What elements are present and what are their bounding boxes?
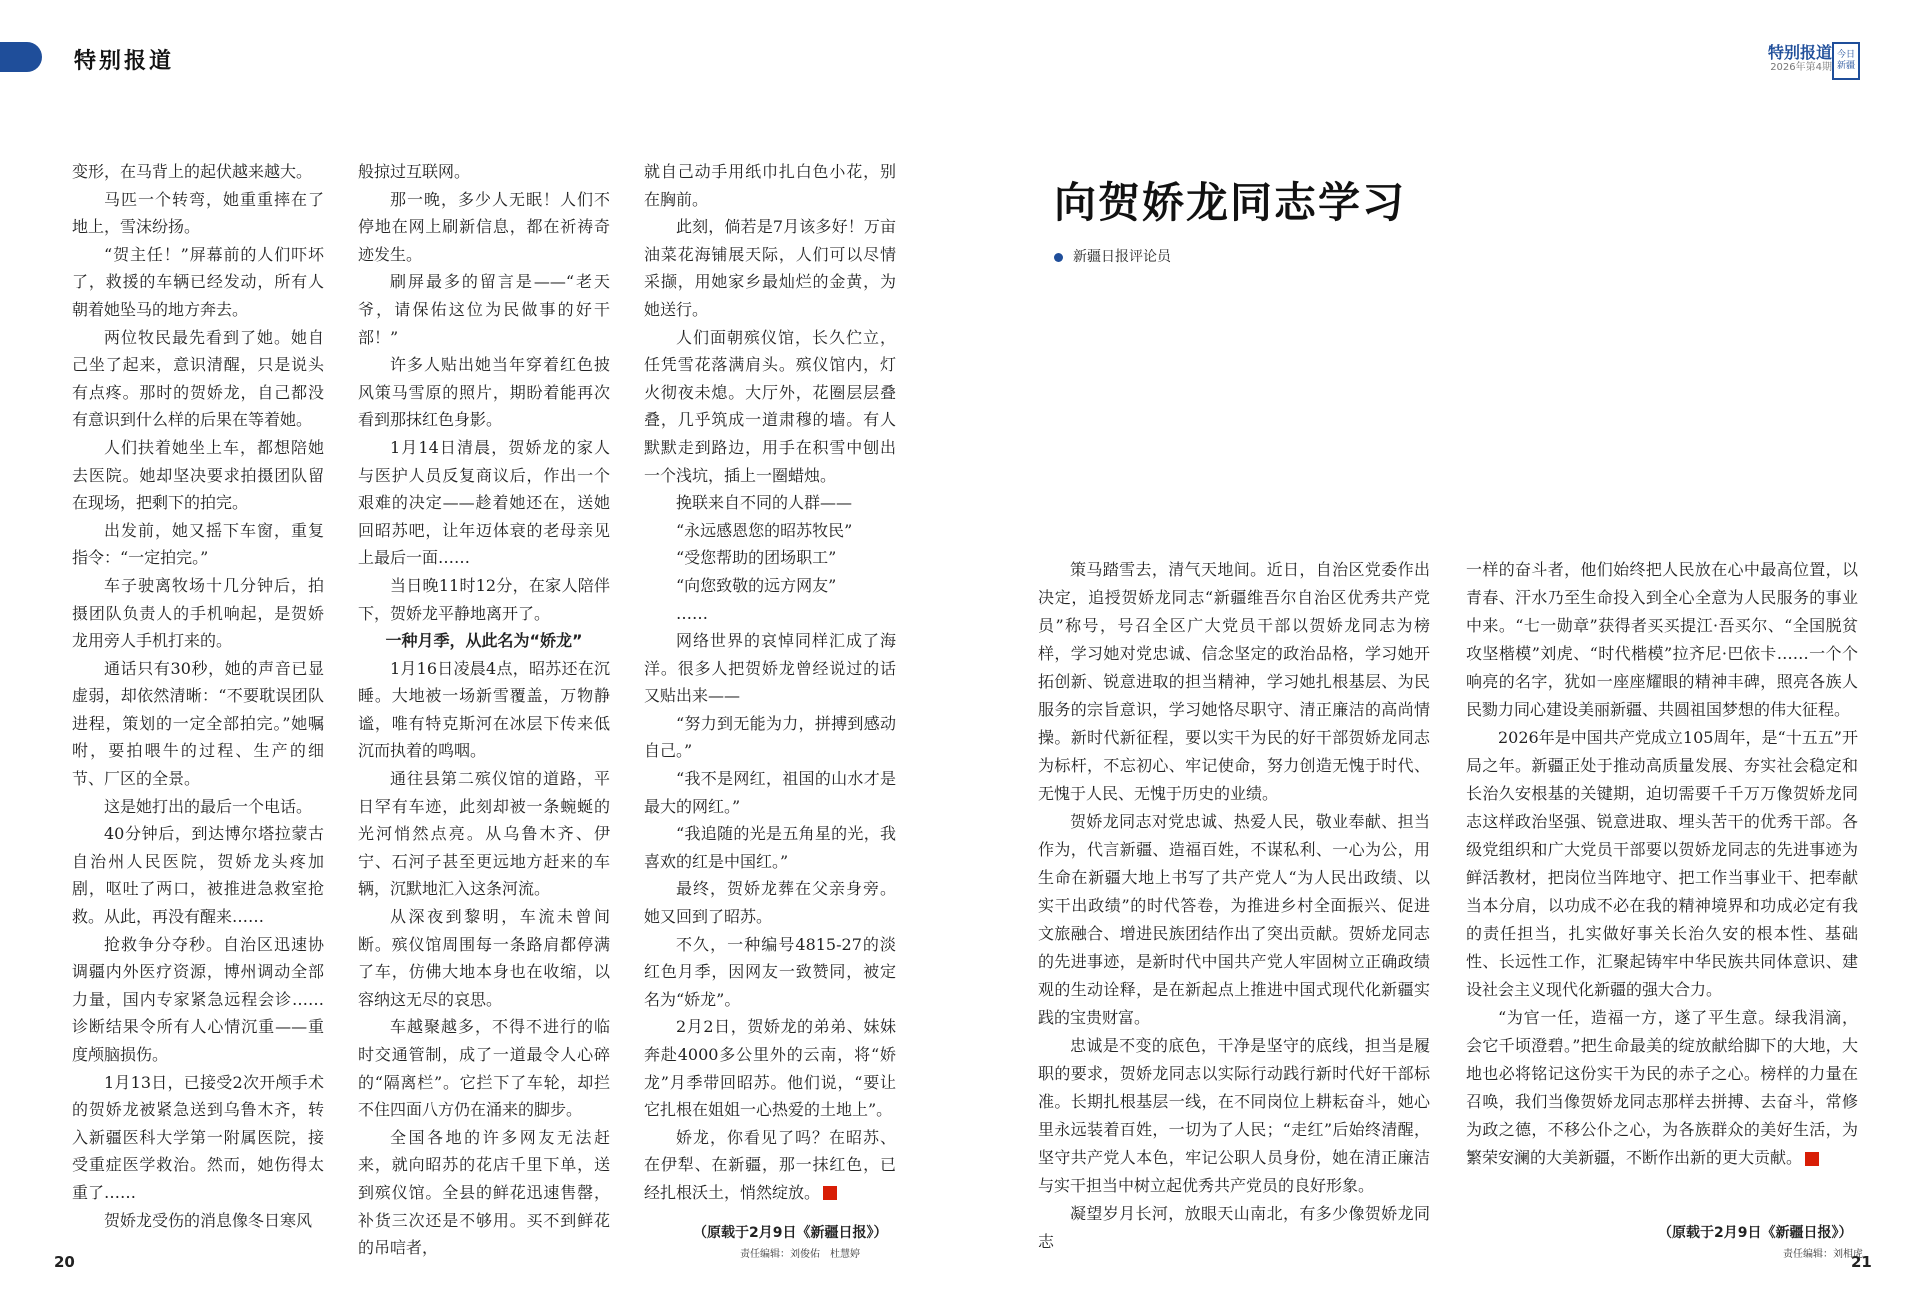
- paragraph: 般掠过互联网。: [358, 162, 471, 181]
- left-source: （原载于2月9日《新疆日报》）: [693, 1225, 888, 1241]
- byline: [1054, 246, 1171, 266]
- page-number-right: 21: [1851, 1253, 1872, 1271]
- paragraph: 1月13日，已接受2次开颅手术的贺娇龙被紧急送到乌鲁木齐，转入新疆医科大学第一附属医院，接受重症医学救治。然而，她伤得太重了……: [72, 1072, 324, 1202]
- paragraph: 马匹一个转弯，她重重摔在了地上，雪沫纷扬。: [72, 189, 324, 237]
- paragraph: 刷屏最多的留言是——“老天爷，请保佑这位为民做事的好干部！”: [358, 272, 610, 347]
- article-title: 向贺娇龙同志学习: [1054, 178, 1407, 227]
- paragraph: 那一晚，多少人无眠！人们不停地在网上刷新信息，都在祈祷奇迹发生。: [358, 189, 610, 264]
- paragraph: 当日晚11时12分，在家人陪伴下，贺娇龙平静地离开了。: [358, 575, 610, 623]
- paragraph: 网络世界的哀悼同样汇成了海洋。很多人把贺娇龙曾经说过的话又贴出来——: [644, 631, 896, 706]
- paragraph: “努力到无能为力，拼搏到感动自己。”: [644, 713, 896, 761]
- paragraph: 人们扶着她坐上车，都想陪她去医院。她却坚决要求拍摄团队留在现场，把剩下的拍完。: [72, 437, 324, 513]
- left-column-1: [72, 158, 324, 1234]
- end-mark-icon: [1805, 1152, 1819, 1166]
- paragraph: 凝望岁月长河，放眼天山南北，有多少像贺娇龙同志: [1038, 1204, 1430, 1251]
- paragraph: 车子驶离牧场十几分钟后，拍摄团队负责人的手机响起，是贺娇龙用旁人手机打来的。: [72, 575, 324, 651]
- paragraph: 1月16日凌晨4点，昭苏还在沉睡。大地被一场新雪覆盖，万物静谧，唯有特克斯河在冰层下传来低沉而执着的鸣咽。: [358, 658, 610, 761]
- paragraph: 此刻，倘若是7月该多好！万亩油菜花海铺展天际，人们可以尽情采撷，用她家乡最灿烂的金黄，为她送行。: [644, 217, 896, 319]
- paragraph: 最终，贺娇龙葬在父亲身旁。她又回到了昭苏。: [644, 879, 896, 927]
- byline-text: 新疆日报评论员: [1073, 249, 1171, 265]
- section-header-right: [1768, 44, 1832, 74]
- paragraph: 40分钟后，到达博尔塔拉蒙古自治州人民医院，贺娇龙头疼加剧，呕吐了两口，被推进急救室抢救。从此，再没有醒来……: [72, 824, 324, 927]
- paragraph: 2026年是中国共产党成立105周年，是“十五五”开局之年。新疆正处于推动高质量发展、夯实社会稳定和长治久安根基的关键期，迫切需要千千万万像贺娇龙同志这样政治坚强、锐意进取、埋头苦干的优秀干部。各级党组织和广大党员干部要以贺娇龙同志的先进事迹为鲜活教材，把岗位当阵地守、把工作当事业干、把奉献当本分肩，以功成不必在我的精神境界和功成必定有我的责任担当，扎实做好事关长治久安的根本性、基础性、长远性工作，汇聚起铸牢中华民族共同体意识、建设社会主义现代化新疆的强大合力。: [1466, 728, 1858, 999]
- end-mark-icon: [823, 1186, 837, 1200]
- paragraph: 许多人贴出她当年穿着红色披风策马雪原的照片，期盼着能再次看到那抹红色身影。: [358, 355, 610, 430]
- paragraph: “贺主任！”屏幕前的人们吓坏了，救援的车辆已经发动，所有人朝着她坠马的地方奔去。: [72, 244, 324, 319]
- paragraph: 车越聚越多，不得不进行的临时交通管制，成了一道最令人心碎的“隔离栏”。它拦下了车轮，却拦不住四面八方仍在涌来的脚步。: [358, 1017, 610, 1120]
- paragraph: 就自己动手用纸巾扎白色小花，别在胸前。: [644, 162, 896, 209]
- magazine-logo: [1832, 42, 1860, 80]
- paragraph: 贺娇龙受伤的消息像冬日寒风: [104, 1210, 313, 1230]
- paragraph: “向您致敬的远方网友”: [676, 575, 837, 595]
- paragraph: 全国各地的许多网友无法赶来，就向昭苏的花店千里下单，送到殡仪馆。全县的鲜花迅速售罄，补货三次还是不够用。买不到鲜花的吊唁者，: [358, 1127, 610, 1258]
- section-title-right: 特别报道: [1767, 43, 1832, 62]
- paragraph: 2月2日，贺娇龙的弟弟、妹妹奔赴4000多公里外的云南，将“娇龙”月季带回昭苏。他们说，“要让它扎根在姐姐一心热爱的土地上”。: [644, 1017, 896, 1120]
- right-editor: 责任编辑：刘相虎: [1783, 1249, 1863, 1260]
- header-tab-decoration: [0, 42, 42, 72]
- paragraph: 出发前，她又摇下车窗，重复指令：“一定拍完。”: [72, 520, 324, 568]
- right-column-2: [1466, 556, 1858, 1172]
- paragraph: “我追随的光是五角星的光，我喜欢的红是中国红。”: [644, 824, 896, 871]
- bullet-dot-icon: [1054, 253, 1063, 262]
- paragraph: 从深夜到黎明，车流未曾间断。殡仪馆周围每一条路肩都停满了车，仿佛大地本身也在收缩，以容纳这无尽的哀思。: [358, 907, 610, 1009]
- issue-label: 2026年第4期: [1770, 62, 1832, 73]
- paragraph: 贺娇龙同志对党忠诚、热爱人民，敬业奉献、担当作为，代言新疆、造福百姓，不谋私利、一心为公，用生命在新疆大地上书写了共产党人“为人民出政绩、以实干出政绩”的时代答卷，为推进乡村全面振兴、促进文旅融合、增进民族团结作出了突出贡献。贺娇龙同志的先进事迹，是新时代中国共产党人牢固树立正确政绩观的生动诠释，是在新起点上推进中国式现代化新疆实践的宝贵财富。: [1038, 812, 1430, 1027]
- paragraph: “我不是网红，祖国的山水才是最大的网红。”: [644, 769, 896, 816]
- paragraph: “永远感恩您的昭苏牧民”: [676, 520, 853, 540]
- paragraph: “受您帮助的团场职工”: [676, 548, 837, 568]
- paragraph: 娇龙，你看见了吗？在昭苏、在伊犁、在新疆，那一抹红色，已经扎根沃土，悄然绽放。: [644, 1127, 896, 1202]
- paragraph: 忠诚是不变的底色，干净是坚守的底线，担当是履职的要求，贺娇龙同志以实际行动践行新时代好干部标准。长期扎根基层一线，在不同岗位上耕耘奋斗，她心里永远装着百姓，一切为了人民；“走红”后始终清醒，坚守共产党人本色，牢记公职人员身份，她在清正廉洁与实干担当中树立起优秀共产党员的良好形象。: [1038, 1036, 1430, 1195]
- right-source: （原载于2月9日《新疆日报》）: [1658, 1225, 1853, 1241]
- paragraph: 一样的奋斗者，他们始终把人民放在心中最高位置，以青春、汗水乃至生命投入到全心全意为人民服务的事业中来。“七一勋章”获得者买买提江·吾买尔、“全国脱贫攻坚楷模”刘虎、“时代楷模”拉齐尼·巴依卡……一个个响亮的名字，犹如一座座耀眼的精神丰碑，照亮各族人民勠力同心建设美丽新疆、共圆祖国梦想的伟大征程。: [1466, 560, 1858, 719]
- paragraph: 通话只有30秒，她的声音已显虚弱，却依然清晰：“不要耽误团队进程，策划的一定全部拍完。”她嘱咐，要拍喂牛的过程、生产的细节、厂区的全景。: [72, 658, 324, 789]
- paragraph: 策马踏雪去，清气天地间。近日，自治区党委作出决定，追授贺娇龙同志“新疆维吾尔自治区优秀共产党员”称号，号召全区广大党员干部以贺娇龙同志为榜样，学习她对党忠诚、信念坚定的政治品格，学习她开拓创新、锐意进取的担当精神，学习她扎根基层、为民服务的宗旨意识，学习她恪尽职守、清正廉洁的高尚情操。新时代新征程，要以实干为民的好干部贺娇龙同志为标杆，不忘初心、牢记使命，努力创造无愧于时代、无愧于人民、无愧于历史的业绩。: [1038, 560, 1430, 803]
- magazine-logo-text: 今日新疆: [1836, 50, 1855, 71]
- paragraph: 1月14日清晨，贺娇龙的家人与医护人员反复商议后，作出一个艰难的决定——趁着她还在，送她回昭苏吧，让年迈体衰的老母亲见上最后一面……: [358, 437, 610, 568]
- page-number-left: 20: [54, 1253, 75, 1271]
- paragraph: 人们面朝殡仪馆，长久伫立，任凭雪花落满肩头。殡仪馆内，灯火彻夜未熄。大厅外，花圈层层叠叠，几乎筑成一道肃穆的墙。有人默默走到路边，用手在积雪中刨出一个浅坑，插上一圈蜡烛。: [644, 327, 896, 485]
- paragraph: 两位牧民最先看到了她。她自己坐了起来，意识清醒，只是说头有点疼。那时的贺娇龙，自己都没有意识到什么样的后果在等着她。: [72, 327, 324, 430]
- right-column-1: [1038, 556, 1430, 1256]
- section-title-left: 特别报道: [74, 49, 175, 74]
- paragraph: 挽联来自不同的人群——: [676, 493, 853, 513]
- paragraph: 变形，在马背上的起伏越来越大。: [72, 162, 313, 181]
- left-editor: 责任编辑：刘俊佑 杜慧婷: [740, 1249, 860, 1260]
- subheading: 一种月季，从此名为“娇龙”: [385, 631, 583, 651]
- left-column-2: [358, 158, 610, 1262]
- left-column-3: [644, 158, 896, 1207]
- paragraph: “为官一任，造福一方，遂了平生意。绿我涓滴，会它千顷澄碧。”把生命最美的绽放献给脚下的大地，大地也必将铭记这份实干为民的赤子之心。榜样的力量在召唤，我们当像贺娇龙同志那样去拼搏、去奋斗，常修为政之德，不移公仆之心，为各族群众的美好生活，为繁荣安澜的大美新疆，不断作出新的更大贡献。: [1466, 1008, 1858, 1167]
- paragraph: 不久，一种编号4815-27的淡红色月季，因网友一致赞同，被定名为“娇龙”。: [644, 934, 896, 1009]
- paragraph: 通往县第二殡仪馆的道路，平日罕有车迹，此刻却被一条蜿蜒的光河悄然点亮。从乌鲁木齐、伊宁、石河子甚至更远地方赶来的车辆，沉默地汇入这条河流。: [358, 769, 610, 899]
- paragraph: 抢救争分夺秒。自治区迅速协调疆内外医疗资源，博州调动全部力量，国内专家紧急远程会诊……诊断结果令所有人心情沉重——重度颅脑损伤。: [72, 934, 324, 1064]
- paragraph: ……: [676, 603, 708, 623]
- paragraph: 这是她打出的最后一个电话。: [104, 796, 313, 816]
